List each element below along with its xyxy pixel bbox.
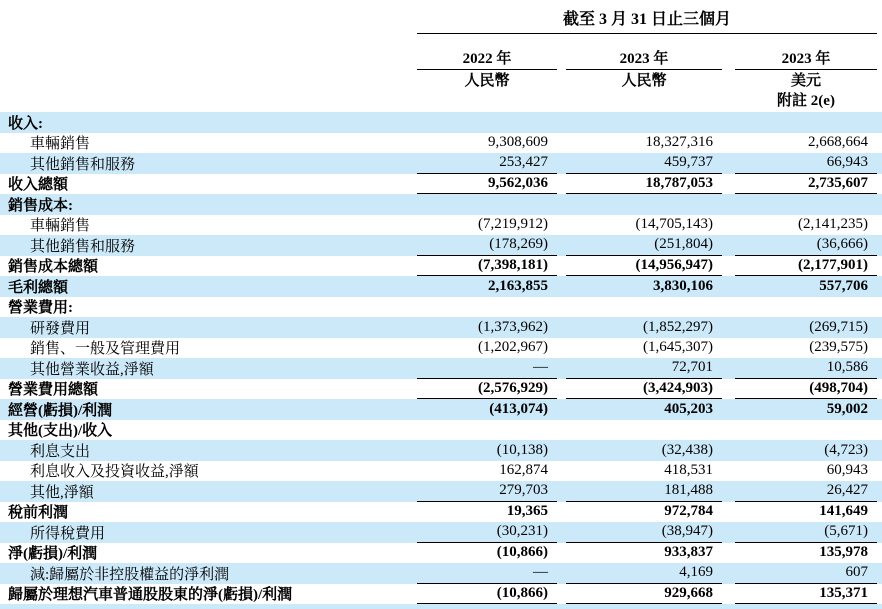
row-label: 銷售成本總額 xyxy=(8,259,99,276)
value-2023-usd: (498,704) xyxy=(735,379,877,400)
value-2022-rmb xyxy=(417,297,557,318)
value-2022-rmb: 19,365 xyxy=(506,503,548,520)
value-2022-rmb xyxy=(417,420,557,441)
value-2023-rmb: 972,784 xyxy=(664,503,713,520)
table-row xyxy=(0,338,882,359)
row-label: 毛利總額 xyxy=(8,279,69,296)
value-2022-rmb: 162,874 xyxy=(499,462,548,479)
column-year-2023-usd: 2023 年 xyxy=(735,48,877,70)
row-label: 營業費用總額 xyxy=(8,382,99,399)
row-label: 車輛銷售 xyxy=(30,136,91,153)
value-2022-rmb: (10,866) xyxy=(417,584,557,605)
row-label: 淨(虧損)/利潤 xyxy=(8,546,98,563)
row-label: 其他,淨額 xyxy=(30,484,94,501)
table-row xyxy=(0,461,882,482)
row-label: 其他銷售和服務 xyxy=(30,238,136,255)
value-2022-rmb: (7,398,181) xyxy=(417,256,557,277)
value-2023-usd: (2,177,901) xyxy=(735,256,877,277)
value-2023-usd: (2,141,235) xyxy=(798,216,868,233)
value-2022-rmb: (10,866) xyxy=(496,544,548,561)
partial-row-strip xyxy=(0,604,882,609)
table-row xyxy=(0,379,882,400)
value-2022-rmb: (10,138) xyxy=(496,441,548,458)
value-2023-rmb: 933,837 xyxy=(664,544,713,561)
value-2023-usd xyxy=(735,420,877,441)
table-row xyxy=(0,276,882,297)
value-2023-rmb: 418,531 xyxy=(664,462,713,479)
value-2023-usd: (4,723) xyxy=(824,441,868,458)
value-2023-usd: (239,575) xyxy=(809,339,868,356)
value-2023-rmb: 18,327,316 xyxy=(645,134,713,151)
value-2023-rmb: 181,488 xyxy=(566,481,722,502)
value-2023-rmb: 459,737 xyxy=(566,153,722,174)
value-2022-rmb: (1,202,967) xyxy=(478,339,548,356)
header-spacer xyxy=(8,0,417,34)
value-2023-usd: 2,668,664 xyxy=(808,134,868,151)
value-2023-usd: 141,649 xyxy=(819,503,868,520)
value-2023-rmb: (14,956,947) xyxy=(566,256,722,277)
row-label: 其他銷售和服務 xyxy=(30,156,136,173)
row-label: 銷售、一般及管理費用 xyxy=(30,341,181,358)
column-year-2022: 2022 年 xyxy=(417,48,557,70)
income-statement-table xyxy=(0,112,882,604)
table-row xyxy=(0,358,882,379)
column-currency-2023-usd: 美元 xyxy=(790,73,821,89)
value-2023-rmb: 3,830,106 xyxy=(653,277,713,294)
table-row xyxy=(0,133,882,154)
table-row xyxy=(0,297,882,318)
value-2022-rmb: (1,373,962) xyxy=(478,318,548,335)
value-2022-rmb: (178,269) xyxy=(417,235,557,256)
table-row xyxy=(0,502,882,523)
column-note-reference: 附註 2(e) xyxy=(777,93,835,109)
value-2022-rmb: (2,576,929) xyxy=(417,379,557,400)
table-row xyxy=(0,256,882,277)
value-2023-usd xyxy=(735,112,877,133)
value-2023-rmb: (32,438) xyxy=(661,441,713,458)
value-2023-rmb: (1,645,307) xyxy=(643,339,713,356)
value-2022-rmb: 2,163,855 xyxy=(488,277,548,294)
value-2023-usd: 2,735,607 xyxy=(735,174,877,195)
value-2023-rmb: (38,947) xyxy=(566,522,722,543)
table-row xyxy=(0,420,882,441)
value-2023-rmb xyxy=(566,194,722,215)
year-header-row xyxy=(8,48,882,70)
value-2023-rmb: 72,701 xyxy=(566,358,722,379)
row-label: 收入總額 xyxy=(8,177,69,194)
row-label: 經營(虧損)/利潤 xyxy=(8,402,113,419)
value-2022-rmb: 9,562,036 xyxy=(417,174,557,195)
value-2023-usd: 557,706 xyxy=(819,277,868,294)
value-2023-usd: 607 xyxy=(735,563,877,584)
table-row xyxy=(0,174,882,195)
value-2022-rmb: — xyxy=(417,358,557,379)
value-2022-rmb: 9,308,609 xyxy=(488,134,548,151)
table-row xyxy=(0,112,882,133)
row-label: 車輛銷售 xyxy=(30,218,91,235)
value-2023-usd: (269,715) xyxy=(809,318,868,335)
column-currency-2023-rmb: 人民幣 xyxy=(621,73,667,89)
table-row xyxy=(0,153,882,174)
table-row xyxy=(0,194,882,215)
value-2023-usd: (5,671) xyxy=(735,522,877,543)
row-label: 研發費用 xyxy=(30,320,91,337)
value-2023-usd xyxy=(735,297,877,318)
value-2022-rmb: (7,219,912) xyxy=(478,216,548,233)
value-2023-usd xyxy=(735,194,877,215)
row-label: 減:歸屬於非控股權益的淨利潤 xyxy=(30,566,230,583)
value-2022-rmb: 253,427 xyxy=(417,153,557,174)
table-header xyxy=(0,0,882,112)
table-row xyxy=(0,543,882,564)
value-2023-usd: 135,371 xyxy=(735,584,877,605)
table-row xyxy=(0,584,882,605)
table-row xyxy=(0,399,882,420)
table-row xyxy=(0,522,882,543)
row-label: 銷售成本: xyxy=(8,197,73,214)
value-2022-rmb xyxy=(417,194,557,215)
value-2023-rmb: (3,424,903) xyxy=(566,379,722,400)
row-label: 稅前利潤 xyxy=(8,505,69,522)
table-row xyxy=(0,481,882,502)
table-row xyxy=(0,215,882,236)
value-2023-rmb: 405,203 xyxy=(664,400,713,417)
row-label: 所得稅費用 xyxy=(30,525,106,542)
currency-header-row xyxy=(8,70,882,92)
column-currency-2022: 人民幣 xyxy=(464,73,510,89)
row-label: 營業費用: xyxy=(8,300,73,317)
value-2023-rmb: (251,804) xyxy=(566,235,722,256)
value-2023-rmb: (14,705,143) xyxy=(635,216,713,233)
value-2022-rmb: (413,074) xyxy=(489,400,548,417)
value-2023-usd: 10,586 xyxy=(735,358,877,379)
column-year-2023-rmb: 2023 年 xyxy=(566,48,722,70)
table-row xyxy=(0,563,882,584)
value-2023-usd: 135,978 xyxy=(819,544,868,561)
value-2023-usd: 26,427 xyxy=(735,481,877,502)
row-label: 歸屬於理想汽車普通股股東的淨(虧損)/利潤 xyxy=(8,587,293,604)
period-title: 截至 3 月 31 日止三個月 xyxy=(417,0,877,34)
note-header-row xyxy=(8,92,882,112)
row-label: 其他營業收益,淨額 xyxy=(30,361,154,378)
value-2022-rmb: — xyxy=(417,563,557,584)
value-2022-rmb xyxy=(417,112,557,133)
value-2023-rmb: (1,852,297) xyxy=(643,318,713,335)
value-2023-usd: 66,943 xyxy=(735,153,877,174)
value-2023-rmb xyxy=(566,297,722,318)
value-2023-rmb xyxy=(566,112,722,133)
value-2023-rmb xyxy=(566,420,722,441)
value-2023-usd: 59,002 xyxy=(826,400,868,417)
row-label: 利息支出 xyxy=(30,443,91,460)
value-2023-rmb: 4,169 xyxy=(566,563,722,584)
value-2023-usd: (36,666) xyxy=(735,235,877,256)
row-label: 其他(支出)/收入 xyxy=(8,423,113,440)
table-row xyxy=(0,317,882,338)
value-2023-rmb: 18,787,053 xyxy=(566,174,722,195)
value-2022-rmb: 279,703 xyxy=(417,481,557,502)
row-label: 收入: xyxy=(8,115,43,132)
value-2023-usd: 60,943 xyxy=(826,462,868,479)
value-2023-rmb: 929,668 xyxy=(566,584,722,605)
row-label: 利息收入及投資收益,淨額 xyxy=(30,464,199,481)
value-2022-rmb: (30,231) xyxy=(417,522,557,543)
table-row xyxy=(0,440,882,461)
table-row xyxy=(0,235,882,256)
